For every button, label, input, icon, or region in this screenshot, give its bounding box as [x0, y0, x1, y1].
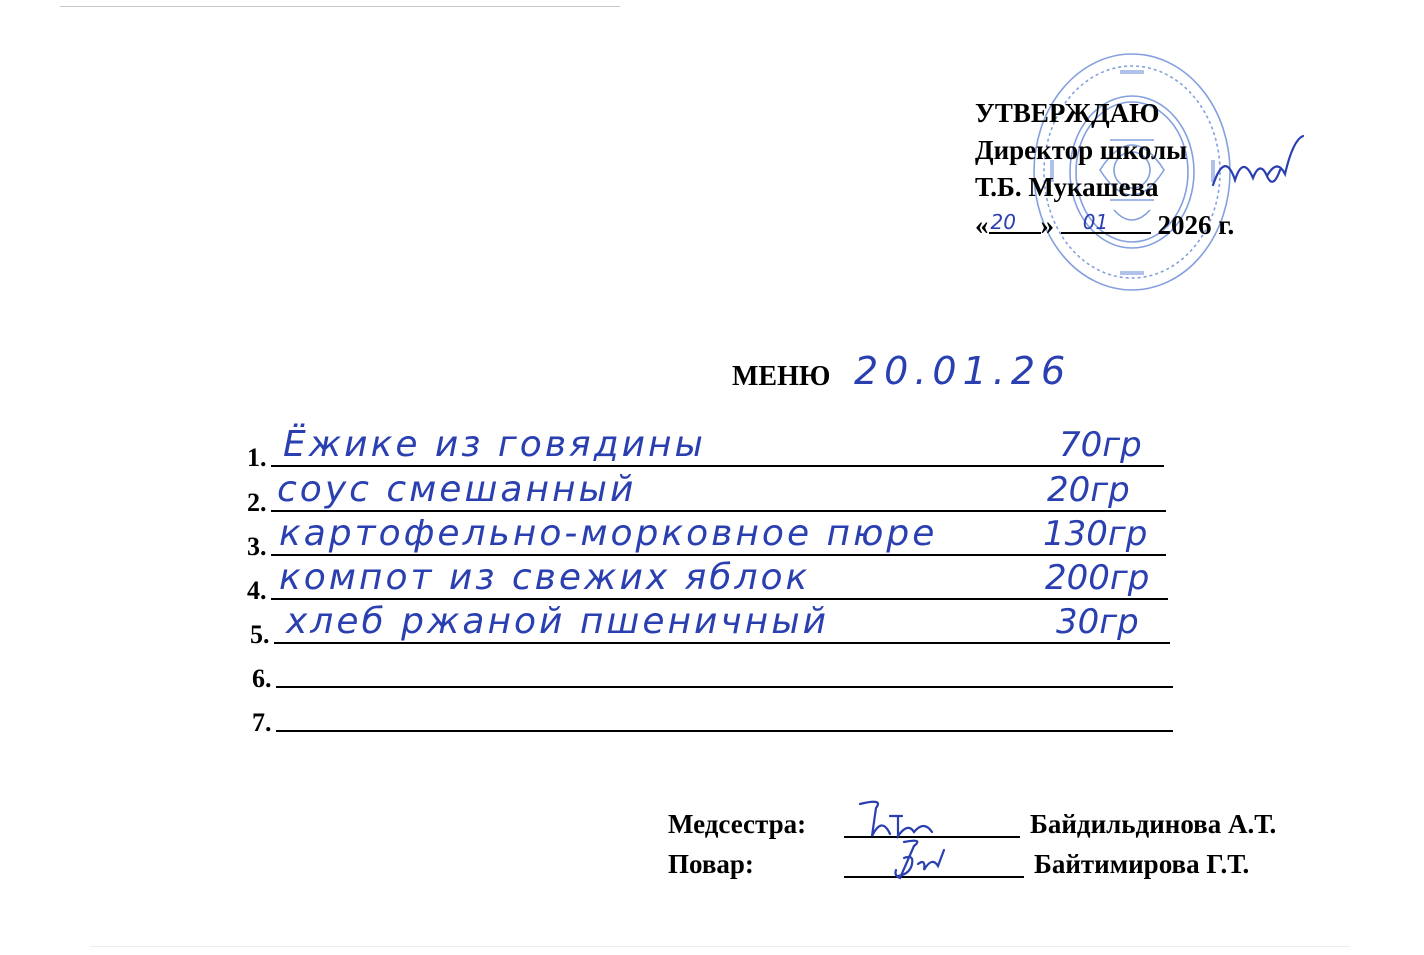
menu-row-quantity: 200гр: [1045, 558, 1150, 598]
menu-row-number: 3.: [247, 532, 267, 561]
menu-row: [252, 646, 1174, 693]
scan-top-edge: [60, 6, 620, 7]
menu-row-number: 6.: [252, 664, 272, 693]
date-day: 20: [990, 210, 1016, 234]
menu-row-quantity: 20гр: [1047, 470, 1130, 510]
menu-title-date: 20.01.26: [854, 349, 1072, 393]
date-month-blank: [1061, 206, 1151, 234]
approval-date: [975, 206, 1234, 244]
menu-row: [247, 424, 1167, 472]
approval-heading: УТВЕРЖДАЮ: [975, 98, 1160, 128]
menu-row-line: [271, 598, 1168, 600]
approval-name: Т.Б. Мукашева: [975, 172, 1159, 202]
menu-row-line: [271, 510, 1166, 512]
cook-name: Байтимирова Г.Т.: [1034, 849, 1250, 879]
menu-row-number: 4.: [247, 576, 267, 605]
menu-row-quantity: 130гр: [1043, 514, 1148, 554]
menu-row: [247, 469, 1167, 517]
date-day-blank: [989, 206, 1041, 234]
menu-row: [247, 513, 1167, 561]
menu-row-dish: компот из свежих яблок: [279, 557, 811, 598]
menu-row-line: [271, 465, 1164, 467]
menu-row-dish: Ёжике из говядины: [283, 424, 706, 465]
menu-title: [732, 349, 1072, 394]
menu-row-quantity: 30гр: [1056, 602, 1139, 642]
date-close-quote: »: [1040, 210, 1054, 240]
cook-label: Повар:: [668, 849, 754, 879]
nurse-signature-row: [668, 808, 1328, 848]
approval-position: Директор школы: [975, 135, 1188, 165]
menu-row-dish: картофельно-морковное пюре: [279, 513, 938, 554]
menu-row: [250, 601, 1170, 649]
nurse-label: Медсестра:: [668, 809, 807, 839]
date-year: 2026 г.: [1157, 210, 1235, 240]
menu-row-number: 2.: [247, 488, 267, 517]
menu-row-number: 5.: [250, 620, 270, 649]
nurse-name: Байдильдинова А.Т.: [1030, 809, 1277, 839]
menu-row-line: [276, 730, 1173, 732]
menu-row-dish: соус смешанный: [277, 469, 637, 510]
menu-row-number: 7.: [252, 708, 272, 737]
menu-row: [252, 690, 1174, 737]
menu-row-line: [274, 642, 1170, 644]
menu-row-quantity: 70гр: [1059, 425, 1142, 465]
date-open-quote: «: [975, 210, 989, 240]
scan-bottom-edge: [90, 946, 1350, 947]
menu-row-line: [271, 554, 1166, 556]
menu-title-label: МЕНЮ: [732, 361, 831, 392]
menu-row-dish: хлеб ржаной пшеничный: [286, 601, 830, 642]
approval-block: [975, 95, 1234, 244]
cook-signature-mark: [874, 836, 964, 886]
menu-row: [247, 557, 1167, 605]
cook-signature-row: [668, 848, 1328, 888]
menu-row-line: [276, 686, 1173, 688]
date-month: 01: [1082, 210, 1109, 234]
menu-row-number: 1.: [247, 443, 267, 472]
